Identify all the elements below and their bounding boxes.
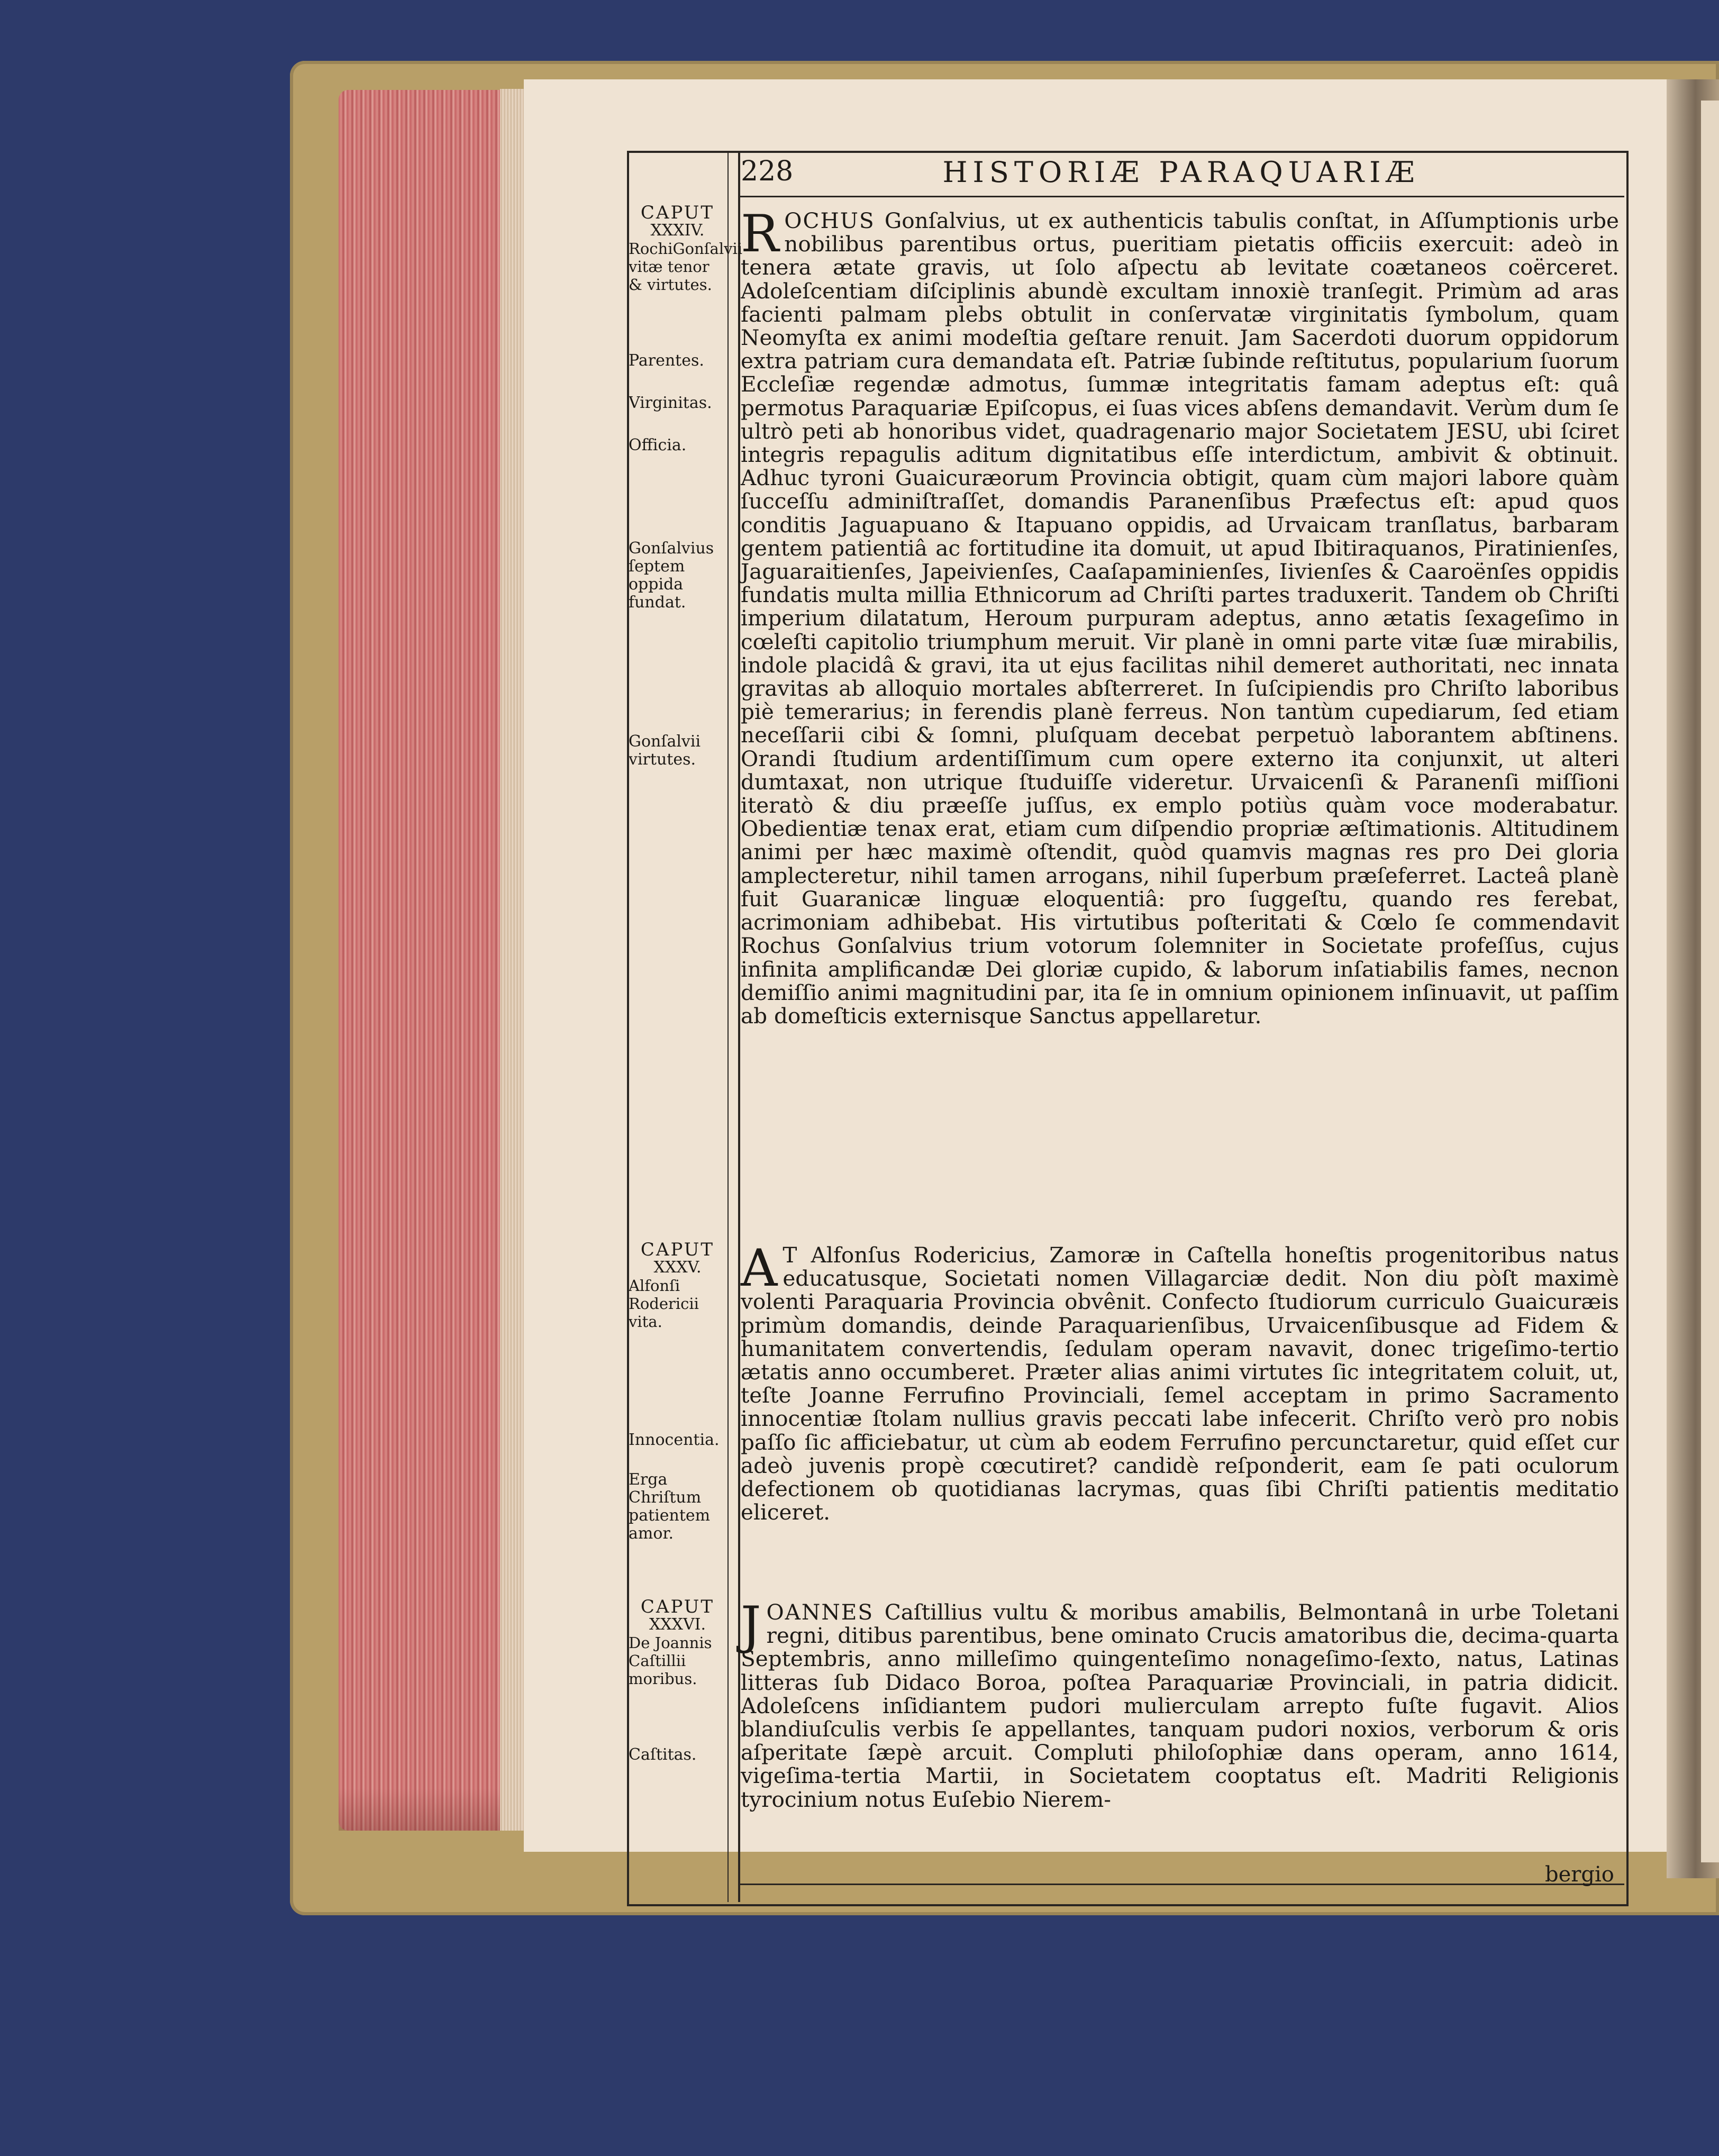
paragraph-text: Alfonſus Rodericius, Zamoræ in Caſtella honeſtis progenitoribus natus educatusque, Societati nomen Villagarciæ dedit. Non diu pòſt maximè volenti Paraquaria Provincia obvênit. Confecto ſtudiorum curriculo Guaicuræis primùm domandis, deinde Paraquarienſibus, Urvaicenſibusque ad Fidem & humanitatem convertendis, ſedulam operam navavit, donec trigeſimo-tertio ætatis anno occumberet. Præter alias animi virtutes ſic integritatem coluit, ut, teſte Joanne Ferrufino Provinciali, ſemel acceptam in primo Sacramento innocentiæ ſtolam nullius gravis peccati labe infecerit. Chriſto verò pro nobis paſſo ſic afficiebatur, ut cùm ab eodem Ferrufino percunctaretur, quid eſſet cur adeò juvenis propè cœcutiret? candidè reſponderit, eam ſe pati oculorum defectionem ob quotidianas lacrymas, quas ſibi Chriſti patientis meditatio eliceret.: [741, 1242, 1619, 1525]
margin-note-innocentia: Innocentia.: [629, 1431, 720, 1449]
margin-caput-36: CAPUT XXXVI. De Joannis Caſtillii moribus.: [629, 1596, 715, 1688]
header-rule: [738, 196, 1624, 197]
margin-note-virtutes: Gonſalvii virtutes.: [629, 732, 701, 769]
catchword: bergio: [1545, 1862, 1614, 1887]
text-rule: [738, 151, 740, 1902]
paragraph-text: Caſtillius vultu & moribus amabilis, Belmontanâ in urbe Toletani regni, ditibus parentibus, bene ominato Crucis amatoribus die, decima-quarta Septembris, anno milleſimo quingenteſimo nonageſimo-ſexto, natus, Latinas litteras ſub Didaco Boroa, poſtea Paraquariæ Provinciali, in patria didicit. Adoleſcens inſidiantem pudori mulierculam arrepto fuſte fugavit. Alios blandiuſculis verbis ſe appellantes, tanquam pudori noxios, verborum & oris aſperitate ſæpè arcuit. Compluti philoſophiæ dans operam, anno 1614, vigeſima-tertia Martii, in Societatem cooptatus eſt. Madriti Religionis tyrocinium notus Euſebio Nierem-: [741, 1599, 1620, 1812]
margin-note-parentes: Parentes.: [629, 351, 704, 370]
footer-rule: [738, 1884, 1624, 1885]
drop-cap: J: [741, 1596, 761, 1655]
margin-caput-35: CAPUT XXXV. Alfonſi Rodericii vita.: [629, 1239, 715, 1331]
margin-note-amor: Erga Chriſtum patientem amor.: [629, 1470, 711, 1543]
paragraph-rochus: [741, 204, 1620, 1029]
margin-caput-34: CAPUT XXXIV. RochiGonſalvii vitæ tenor & virtutes.: [629, 202, 743, 294]
page-number: 228: [741, 156, 794, 187]
margin-rule: [727, 151, 729, 1902]
page-header: [741, 153, 1622, 190]
running-title: HISTORIÆ PARAQUARIÆ: [942, 156, 1420, 189]
facing-page-edge: [1701, 101, 1719, 1862]
drop-cap: R: [741, 204, 779, 263]
margin-note-officia: Officia.: [629, 436, 687, 454]
margin-note-virginitas: Virginitas.: [629, 394, 712, 412]
red-page-edges: [339, 90, 508, 1831]
lead-word: OCHUS: [784, 208, 875, 233]
drop-cap: A: [741, 1239, 778, 1298]
lead-word: T: [783, 1242, 798, 1268]
lead-word: OANNES: [766, 1599, 874, 1625]
paragraph-text: Gonſalvius, ut ex authenticis tabulis conſtat, in Aſſumptionis urbe nobilibus parentibus ortus, pueritiam pietatis officiis exercuit: adeò in tenera ætate gravis, ut ſolo aſpectu ab levitate coætaneos coërceret. Adoleſcentiam diſciplinis abundè excultam innoxiè tranſegit. Primùm ad aras facienti palmam plebs obtulit in conſervatæ virginitatis ſymbolum, quam Neomyſta ex animi modeſtia geſtare renuit. Jam Sacerdoti duorum oppidorum extra patriam cura demandata eſt. Patriæ ſubinde reſtitutus, popularium ſuorum Eccleſiæ regendæ admotus, ſummæ integritatis famam adeptus eſt: quâ permotus Paraquariæ Epiſcopus, ei ſuas vices abſens demandavit. Verùm dum ſe ultrò peti ab honoribus videt, quadragenario major Societatem JESU, ubi ſciret integris repagulis aditum dignitatibus eſſe interdictum, ambivit & obtinuit. Adhuc tyroni Guaicuræorum Provincia obtigit, quam cùm majori labore quàm ſucceſſu adminiſtraſſet, domandis Paranenſibus Præfectus eſt: apud quos conditis Jaguapuano & Itapuano oppidis, ad Urvaicam tranſlatus, barbaram gentem patientiâ ac fortitudine ita domuit, ut apud Ibitiraquanos, Piratinienſes, Jaguaraitienſes, Japeivienſes, Caaſapaminienſes, Iivienſes & Caaroënſes oppidis fundatis multa millia Ethnicorum ad Chriſti partes traduxerit. Tandem ob Chriſti imperium dilatatum, Heroum purpuram adeptus, anno ætatis ſexageſimo in cœleſti capitolio triumphum meruit. Vir planè in omni parte vitæ ſuæ mirabilis, indole placidâ & gravi, ita ut ejus facilitas nihil demeret authoritati, nec innata gravitas ab alloquio mortales abſterreret. In ſuſcipiendis pro Chriſto laboribus piè temerarius; in ferendis planè ferreus. Non tantùm cupediarum, ſed etiam neceſſarii cibi & ſomni, pluſquam decebat perpetuò laborantem abſtinens. Orandi ſtudium ardentiſſimum cum opere externo ita conjunxit, ut alteri dumtaxat, non utrique ſtuduiſſe videretur. Urvaicenſi & Paranenſi miſſioni iteratò & diu præeſſe juſſus, ex emplo potiùs quàm voce moderabatur. Obedientiæ tenax erat, etiam cum diſpendio propriæ æſtimationis. Altitudinem animi per hæc maximè oſtendit, quòd quamvis magnas res pro Dei gloria amplecteretur, nihil tamen arrogans, nihil ſuperbum præſeferret. Lacteâ planè fuit Guaranicæ linguæ eloquentiâ: pro ſuggeſtu, quando res ferebat, acrimoniam adhibebat. His virtutibus poſteritati & Cœlo ſe commendavit Rochus Gonſalvius trium votorum ſolemniter in Societate profeſſus, cujus infinita amplificandæ Dei gloriæ cupido, & laborum inſatiabilis fames, necnon demiſſio animi magnitudini par, ita ſe in omnium opinionem inſinuavit, ut paſſim ab domeſticis externisque Sanctus appellaretur.: [741, 208, 1620, 1029]
margin-note-castitas: Caſtitas.: [629, 1745, 697, 1764]
margin-note-oppida: Gonſalvius ſeptem oppida fundat.: [629, 539, 714, 612]
paragraph-joannes: [741, 1596, 1620, 1812]
paragraph-alfonsus: [741, 1239, 1619, 1525]
